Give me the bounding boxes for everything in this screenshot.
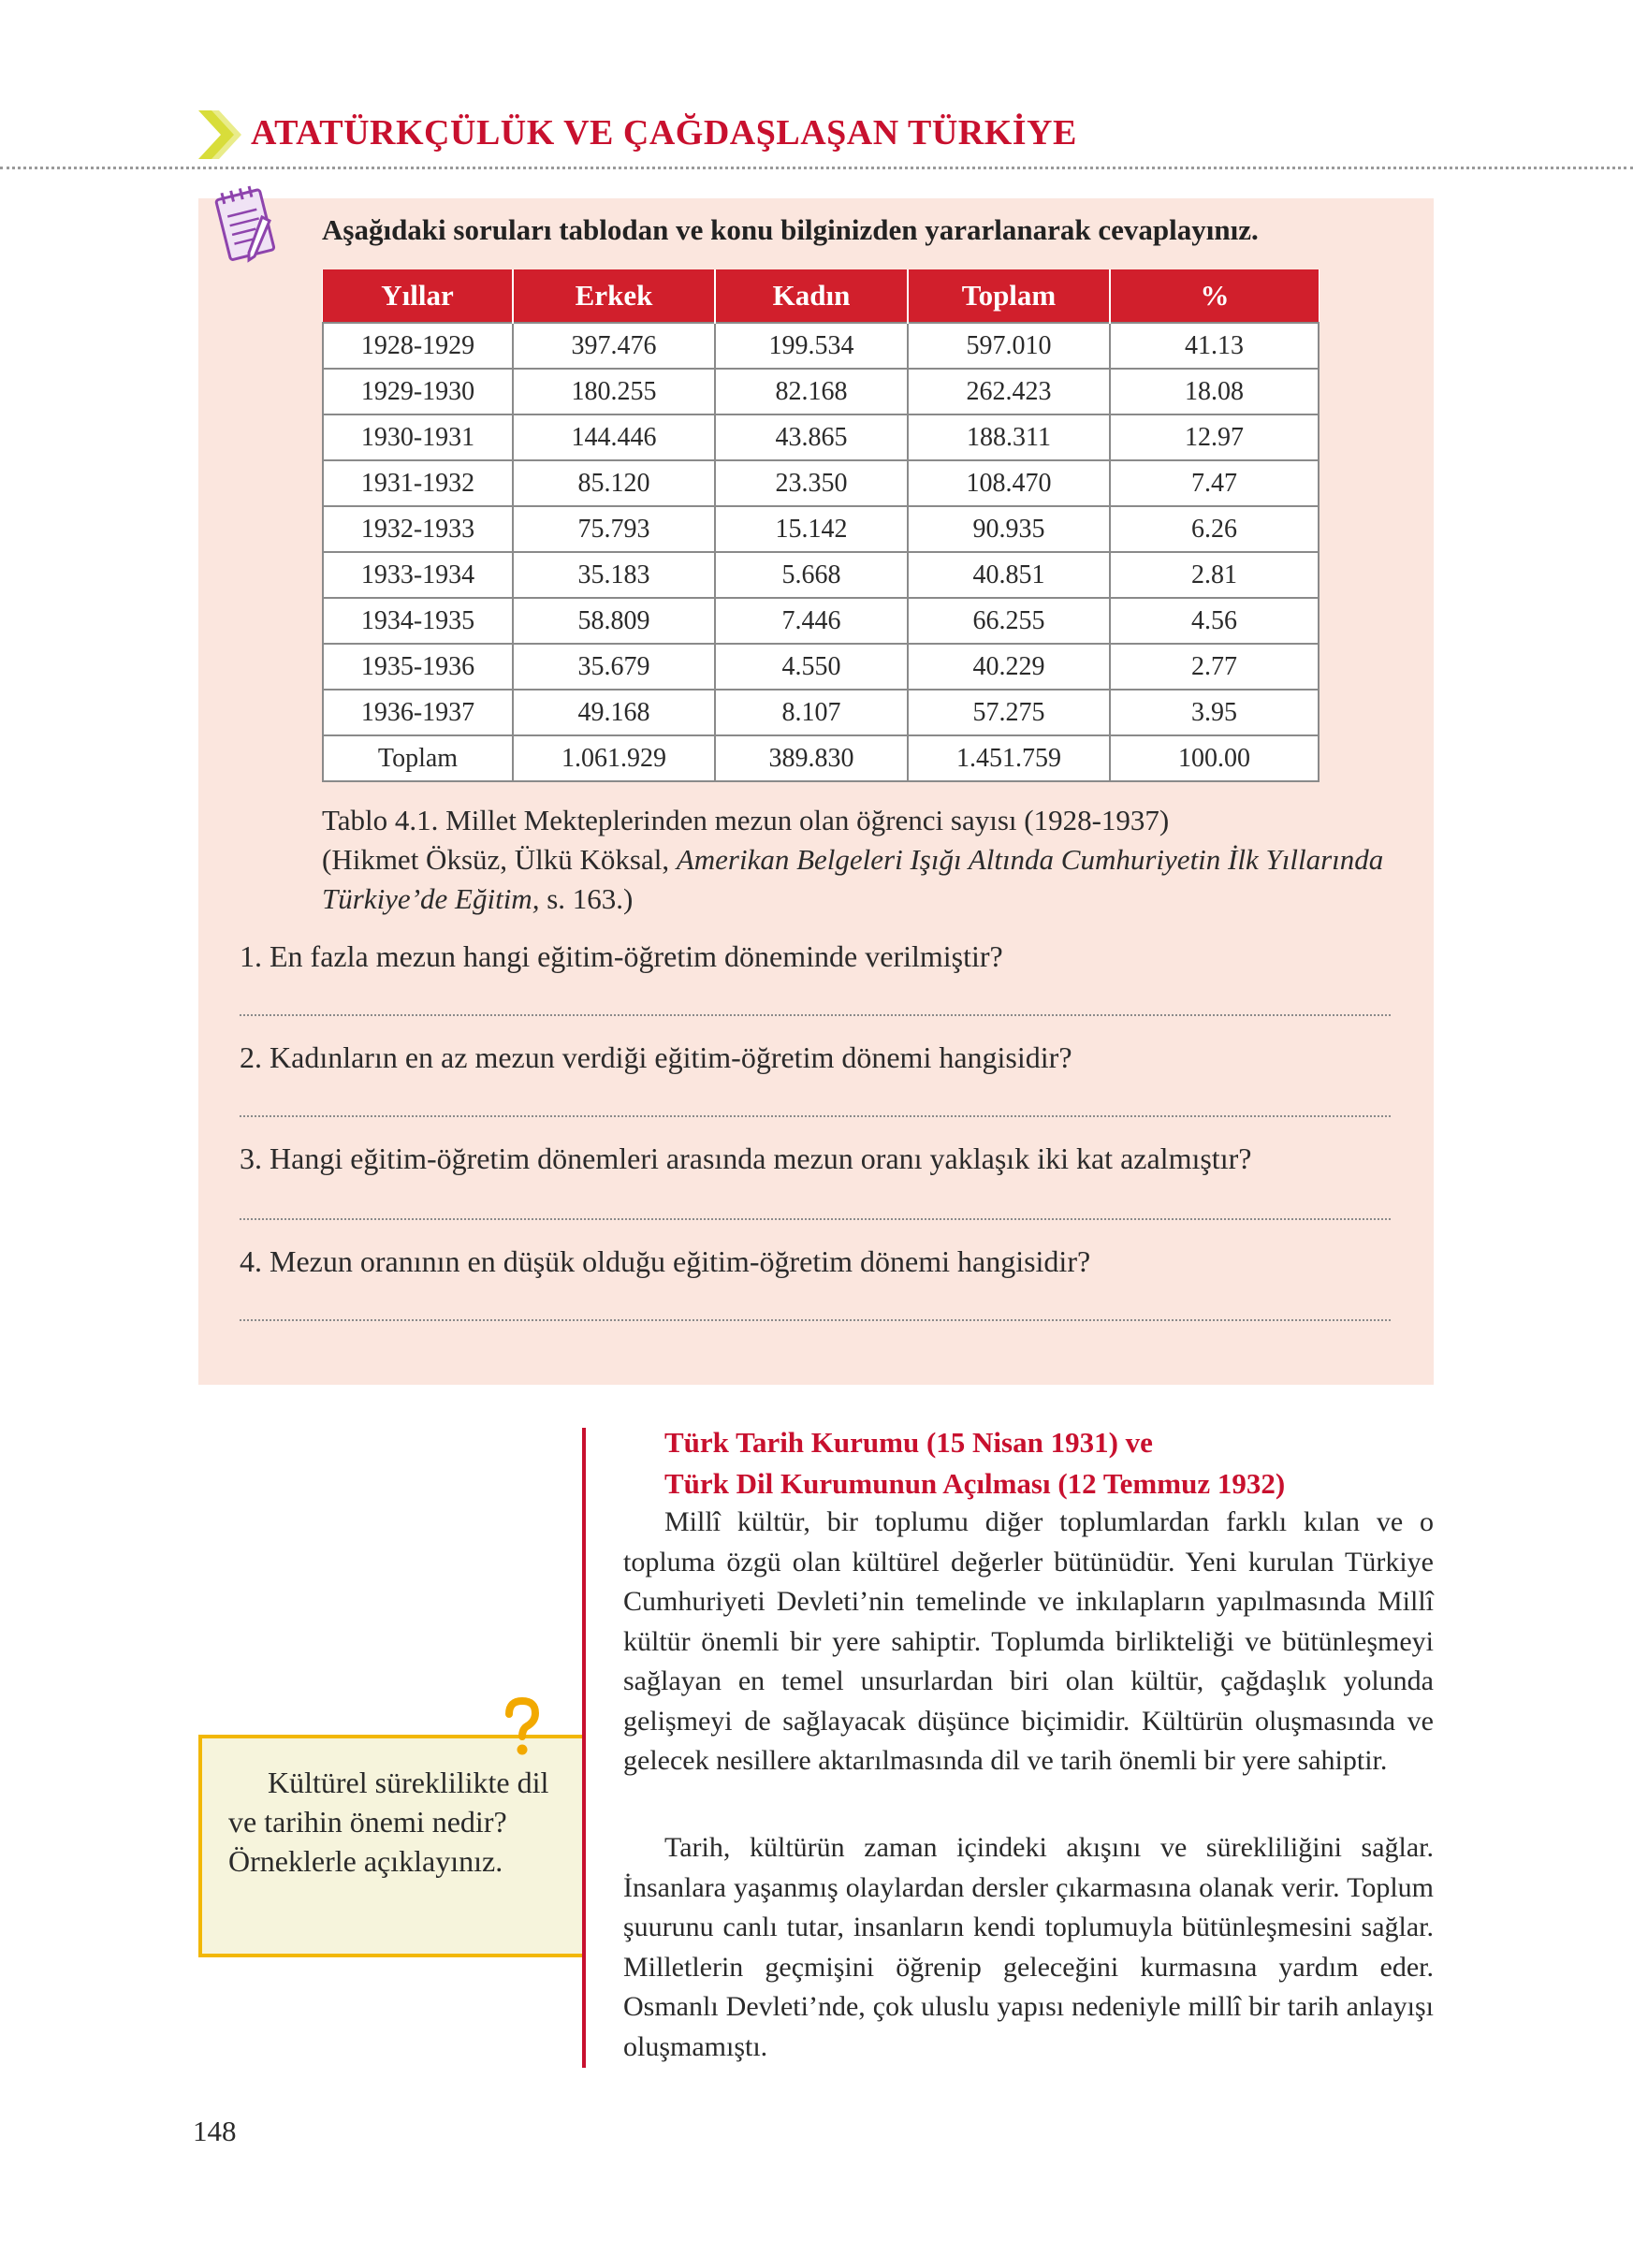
table-cell: 23.350 bbox=[715, 460, 908, 506]
table-cell: 85.120 bbox=[513, 460, 715, 506]
answer-line-4[interactable] bbox=[240, 1319, 1391, 1321]
section-paragraph-2: Tarih, kültürün zaman içindeki akışını ve sürekliliğini sağlar. İnsanlara yaşanmış olaylardan dersler çıkarmasına olanak verir. Toplum şuurunu canlı tutar, insanların kendi toplumuyla bütünleşmesini sağlar. Milletlerin geçmişini öğrenip geleceğini kurmasına yardım eder. Osmanlı Devleti’nde, çok uluslu yapısı nedeniyle millî bir tarih anlayışı oluşmamıştı. bbox=[623, 1832, 1434, 2062]
table-cell: 41.13 bbox=[1110, 323, 1319, 369]
table-header-row bbox=[323, 269, 1319, 323]
caption-title: Tablo 4.1. Millet Mekteplerinden mezun olan öğrenci sayısı (1928-1937) bbox=[322, 804, 1170, 836]
table-cell: 1935-1936 bbox=[323, 644, 513, 690]
table-cell: 180.255 bbox=[513, 369, 715, 414]
question-1: 1. En fazla mezun hangi eğitim-öğretim döneminde verilmiştir? bbox=[240, 939, 1003, 973]
table-cell: Toplam bbox=[323, 735, 513, 781]
table-cell: 1933-1934 bbox=[323, 552, 513, 598]
table-cell: 35.183 bbox=[513, 552, 715, 598]
table-cell: 6.26 bbox=[1110, 506, 1319, 552]
table-cell: 12.97 bbox=[1110, 414, 1319, 460]
table-cell: 597.010 bbox=[908, 323, 1110, 369]
table-cell: 188.311 bbox=[908, 414, 1110, 460]
table-row bbox=[323, 460, 1319, 506]
col-header-total: Toplam bbox=[908, 269, 1110, 323]
col-header-years: Yıllar bbox=[323, 269, 513, 323]
answer-line-2[interactable] bbox=[240, 1115, 1391, 1117]
table-cell: 7.446 bbox=[715, 598, 908, 644]
table-row bbox=[323, 414, 1319, 460]
col-header-female: Kadın bbox=[715, 269, 908, 323]
table-cell: 1.451.759 bbox=[908, 735, 1110, 781]
table-caption bbox=[322, 801, 1407, 919]
table-cell: 262.423 bbox=[908, 369, 1110, 414]
table-cell: 82.168 bbox=[715, 369, 908, 414]
table-cell: 57.275 bbox=[908, 690, 1110, 735]
table-cell: 35.679 bbox=[513, 644, 715, 690]
table-cell: 43.865 bbox=[715, 414, 908, 460]
caption-book-title: Amerikan Belgeleri Işığı Altında Cumhuriyetin İlk Yıllarında Türkiye’de Eğitim, bbox=[322, 843, 1384, 915]
table-cell: 1931-1932 bbox=[323, 460, 513, 506]
table-cell: 1930-1931 bbox=[323, 414, 513, 460]
table-cell: 15.142 bbox=[715, 506, 908, 552]
table-row bbox=[323, 552, 1319, 598]
section-accent-bar bbox=[582, 1428, 586, 2068]
notepad-pencil-icon bbox=[213, 180, 286, 269]
table-cell: 100.00 bbox=[1110, 735, 1319, 781]
chapter-title: ATATÜRKÇÜLÜK VE ÇAĞDAŞLAŞAN TÜRKİYE bbox=[251, 113, 1077, 153]
table-cell: 1932-1933 bbox=[323, 506, 513, 552]
table-row bbox=[323, 598, 1319, 644]
caption-source-prefix: (Hikmet Öksüz, Ülkü Köksal, bbox=[322, 843, 677, 876]
section-title-line-1: Türk Tarih Kurumu (15 Nisan 1931) ve bbox=[664, 1426, 1153, 1459]
table-cell: 1.061.929 bbox=[513, 735, 715, 781]
table-row bbox=[323, 644, 1319, 690]
question-4: 4. Mezun oranının en düşük olduğu eğitim-öğretim dönemi hangisidir? bbox=[240, 1244, 1091, 1278]
question-2: 2. Kadınların en az mezun verdiği eğitim-öğretim dönemi hangisidir? bbox=[240, 1040, 1072, 1074]
graduates-table bbox=[322, 269, 1320, 782]
table-cell: 3.95 bbox=[1110, 690, 1319, 735]
table-cell: 108.470 bbox=[908, 460, 1110, 506]
section-title-line-2: Türk Dil Kurumunun Açılması (12 Temmuz 1932) bbox=[664, 1467, 1286, 1500]
page-number: 148 bbox=[193, 2115, 237, 2147]
table-cell: 2.77 bbox=[1110, 644, 1319, 690]
table-cell: 1929-1930 bbox=[323, 369, 513, 414]
table-cell: 389.830 bbox=[715, 735, 908, 781]
section-title bbox=[664, 1422, 1285, 1505]
table-cell: 199.534 bbox=[715, 323, 908, 369]
header-divider bbox=[0, 167, 1633, 169]
question-3: 3. Hangi eğitim-öğretim dönemleri arasında mezun oranı yaklaşık iki kat azalmıştır? bbox=[240, 1141, 1252, 1175]
question-mark-icon bbox=[502, 1697, 543, 1757]
section-paragraph-1: Millî kültür, bir toplumu diğer toplumlardan farklı kılan ve o topluma özgü olan kültürel değerler bütünüdür. Yeni kurulan Türkiye Cumhuriyeti Devleti’nin temelinde ve inkılapların yapılmasında Millî kültür önemli bir yere sahiptir. Toplumda birlikteliği ve bütünleşmeyi sağlayan en temel unsurlardan biri olan kültür, çağdaşlık yolunda gelişmeyi de sağlayacak düşünce biçimidir. Kültürün oluşmasında ve gelecek nesillere aktarılmasında dil ve tarih önemli bir yere sahiptir. bbox=[623, 1506, 1434, 1776]
table-cell: 8.107 bbox=[715, 690, 908, 735]
header-arrow-icon bbox=[198, 110, 243, 159]
table-row bbox=[323, 690, 1319, 735]
table-cell: 58.809 bbox=[513, 598, 715, 644]
table-cell: 40.851 bbox=[908, 552, 1110, 598]
table-cell: 90.935 bbox=[908, 506, 1110, 552]
table-cell: 75.793 bbox=[513, 506, 715, 552]
table-cell: 49.168 bbox=[513, 690, 715, 735]
table-row bbox=[323, 506, 1319, 552]
table-cell: 66.255 bbox=[908, 598, 1110, 644]
table-cell: 4.550 bbox=[715, 644, 908, 690]
answer-line-1[interactable] bbox=[240, 1014, 1391, 1016]
side-question-text: Kültürel süreklilikte dil ve tarihin önemi nedir? Örneklerle açıklayınız. bbox=[228, 1766, 549, 1878]
caption-source bbox=[322, 840, 1407, 919]
col-header-male: Erkek bbox=[513, 269, 715, 323]
table-row bbox=[323, 735, 1319, 781]
table-cell: 1928-1929 bbox=[323, 323, 513, 369]
table-cell: 2.81 bbox=[1110, 552, 1319, 598]
table-cell: 18.08 bbox=[1110, 369, 1319, 414]
table-cell: 5.668 bbox=[715, 552, 908, 598]
activity-instruction: Aşağıdaki soruları tablodan ve konu bilginizden yararlanarak cevaplayınız. bbox=[322, 213, 1259, 246]
answer-line-3[interactable] bbox=[240, 1218, 1391, 1220]
table-cell: 4.56 bbox=[1110, 598, 1319, 644]
caption-source-suffix: s. 163.) bbox=[539, 882, 634, 915]
table-cell: 397.476 bbox=[513, 323, 715, 369]
table-row bbox=[323, 369, 1319, 414]
table-cell: 144.446 bbox=[513, 414, 715, 460]
table-cell: 40.229 bbox=[908, 644, 1110, 690]
table-row bbox=[323, 323, 1319, 369]
col-header-percent: % bbox=[1110, 269, 1319, 323]
table-cell: 1934-1935 bbox=[323, 598, 513, 644]
table-cell: 1936-1937 bbox=[323, 690, 513, 735]
table-cell: 7.47 bbox=[1110, 460, 1319, 506]
